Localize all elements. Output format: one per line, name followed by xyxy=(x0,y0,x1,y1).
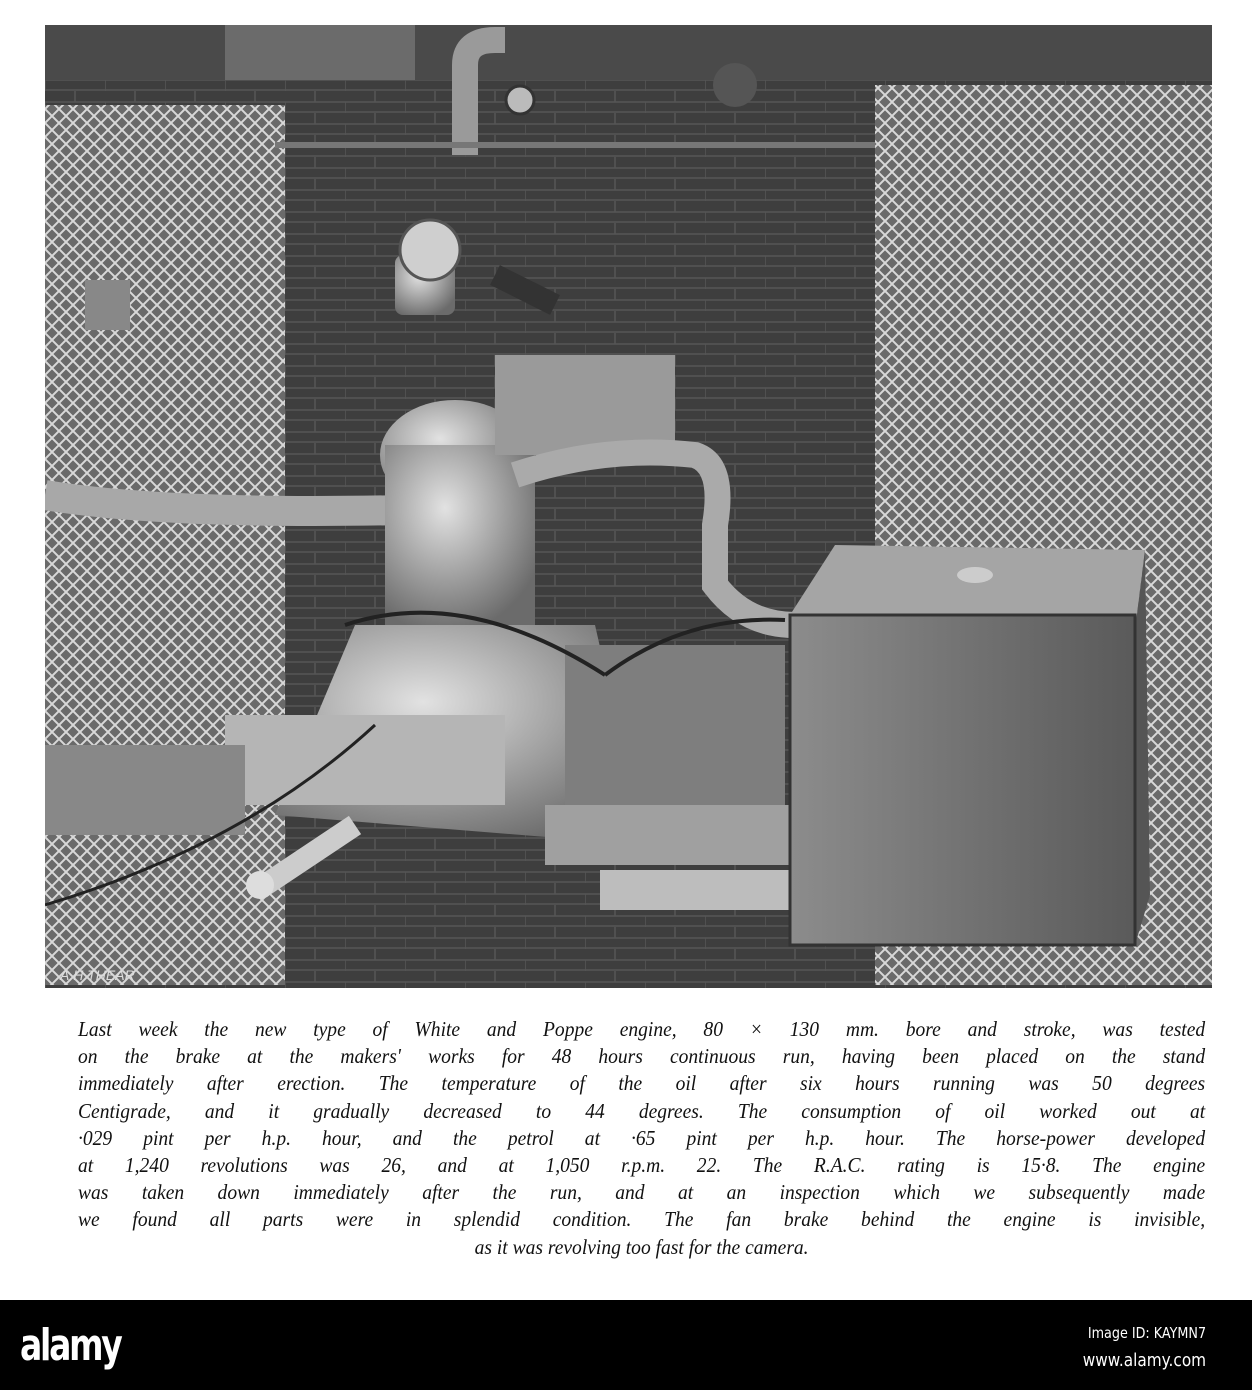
caption-line: we found all parts were in splendid condition. The fan brake behind the engine is invisible, xyxy=(78,1207,1206,1232)
alamy-logo: alamy xyxy=(20,1320,121,1371)
caption-line: on the brake at the makers' works for 48 hours continuous run, having been placed on the stand xyxy=(78,1044,1206,1069)
watermark-url[interactable]: www.alamy.com xyxy=(1082,1350,1206,1371)
caption-line: Centigrade, and it gradually decreased to 44 degrees. The consumption of oil worked out at xyxy=(78,1098,1206,1123)
caption-line: at 1,240 revolutions was 26, and at 1,050 r.p.m. 22. The R.A.C. rating is 15·8. The engine xyxy=(78,1153,1206,1178)
photo-signature: A.H.THEAR xyxy=(60,967,135,983)
engine-photograph xyxy=(45,25,1212,988)
caption-line: immediately after erection. The temperature of the oil after six hours running was 50 degrees xyxy=(78,1071,1206,1096)
image-id: Image ID: KAYMN7 xyxy=(1087,1324,1206,1342)
caption-line: Last week the new type of White and Poppe engine, 80 × 130 mm. bore and stroke, was tested xyxy=(78,1017,1206,1041)
photo-caption xyxy=(78,1016,1205,1261)
caption-line: was taken down immediately after the run, and at an inspection which we subsequently made xyxy=(78,1180,1206,1205)
watermark-bar xyxy=(0,1300,1252,1390)
caption-line: as it was revolving too fast for the camera. xyxy=(474,1234,809,1259)
caption-line: ·029 pint per h.p. hour, and the petrol at ·65 pint per h.p. hour. The horse-power developed xyxy=(78,1125,1206,1150)
